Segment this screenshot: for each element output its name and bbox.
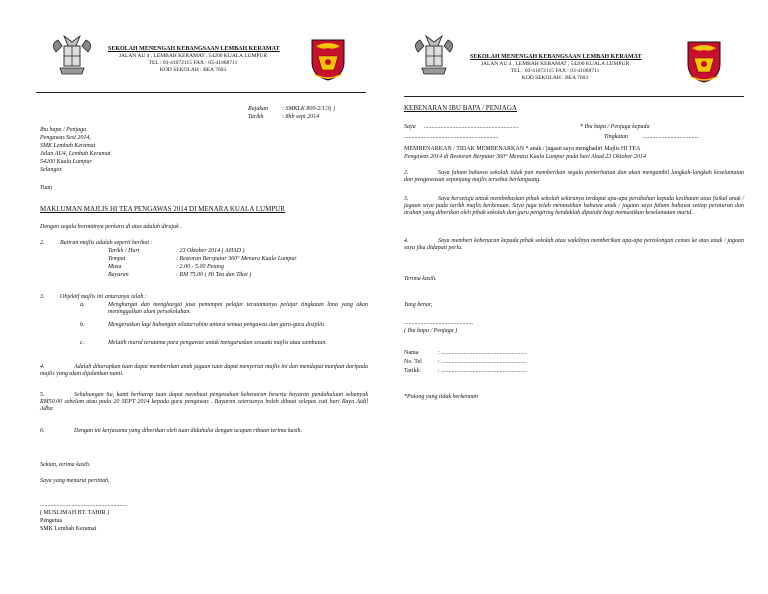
item-number: 4. bbox=[404, 238, 409, 244]
item-text: Saya bersetuju untuk membebaskan pihak sekolah sekiranya terdapat apa-apa perubahan kepada kesihatan atau fizikal anak / jagaan saya pada tarikh majlis berkenaan. Saya juga telah memastikan bahawa anak / jagaan saya faham bahawa setiap peraturan dan arahan yang diberikan oleh pihak sekolah dan guru pengiring hendaklah dipatuhi bagi memastikan keselamatan murid. bbox=[404, 196, 744, 216]
school-code: KOD SEKOLAH : BEA 7603 bbox=[159, 67, 227, 73]
header-divider bbox=[36, 92, 366, 93]
malaysia-coat-of-arms-icon bbox=[46, 34, 98, 76]
closing-phrase: Saya yang menurut perintah, bbox=[40, 478, 110, 484]
parent-signature-line: .............................................. bbox=[404, 320, 473, 326]
date-label: Tarikh bbox=[248, 114, 264, 120]
school-phone: TEL : 03-41072115 FAX : 03-41068711 bbox=[148, 60, 238, 66]
objective-letter: b. bbox=[80, 322, 85, 328]
detail-label: Tempat bbox=[108, 256, 126, 262]
school-crest-icon bbox=[308, 36, 348, 82]
form-blank: ...................................... bbox=[642, 134, 699, 140]
detail-value: : RM 75.00 ( Hi Tea dan Tiket ) bbox=[176, 272, 252, 278]
item-text: Saya faham bahawa sekolah tidak pun memberikan segala pemerhatian dan akan mengambil langkah-langkah keselamatan dan pengawasan sepanjang majlis tersebut berlangsung. bbox=[404, 170, 744, 183]
item-number: 2. bbox=[404, 170, 409, 176]
detail-value: : Restoran Bersputar 360° Menara Kuala Lumpur bbox=[176, 256, 297, 262]
school-code: KOD SEKOLAH : BEA 7603 bbox=[521, 75, 589, 81]
detail-label: Masa bbox=[108, 264, 122, 270]
school-crest-icon bbox=[684, 38, 724, 84]
detail-label: Tarikh / Hari bbox=[108, 248, 140, 254]
recipient-line: SMK Lembah Keramat bbox=[40, 143, 96, 149]
field-label-phone: No. Tel bbox=[404, 359, 422, 365]
objective-text: Menghargai dan menghargai jasa pemimpin pelajar terutamanya pelajar tingkatan lima yang akan meninggalkan alam persekolahan. bbox=[108, 302, 368, 315]
consent-line: MEMBENARKAN / TIDAK MEMBENARKAN * anak / jagaan saya menghadiri Majlis HI TEA bbox=[404, 146, 641, 152]
ref-value: : SMKLK 800-2/1/3( ) bbox=[282, 106, 336, 112]
para-number: 3. bbox=[40, 294, 45, 300]
malaysia-coat-of-arms-icon bbox=[408, 34, 460, 76]
closing-thanks: Sekian, terima kasih. bbox=[40, 462, 91, 468]
recipient-line: Ibu bapa / Penjaga bbox=[40, 127, 87, 133]
recipient-line: Jalan AU4, Lembah Keramat bbox=[40, 151, 111, 157]
para-number: 5. bbox=[40, 392, 45, 398]
detail-value: : 2.00 - 5.00 Petang bbox=[176, 264, 224, 270]
parent-signature-label: ( Ibu bapa / Penjaga ) bbox=[404, 328, 458, 334]
para-number: 6. bbox=[40, 428, 45, 434]
consent-slip-page bbox=[384, 0, 768, 594]
signer-name: ( MUSLIMAH BT. TAHIR ) bbox=[40, 510, 110, 516]
item-text: Saya memberi kebenaran kepada pihak sekolah atau wakilnya memberikan apa-apa pertolongan cemas ke atas anak / jagaan saya jika didapati perlu. bbox=[404, 238, 744, 251]
consent-line: Pengawas 2014 di Restoran Berputar 360° Menara Kuala Lumpur pada hari Ahad 23 Oktober 2014 bbox=[404, 154, 646, 160]
para-number: 4. bbox=[40, 364, 45, 370]
student-blank: ............................................................... bbox=[404, 134, 499, 140]
detail-label: Bayaran bbox=[108, 272, 129, 278]
para-4-text: Adalah diharapkan tuan dapat memberikan anak jagaan tuan dapat menyertai majlis ini dan mendapat manfaat daripada majlis yang akan dijalankan nanti. bbox=[40, 364, 368, 377]
slip-yours: Yang benar, bbox=[404, 302, 433, 308]
school-phone: TEL : 03-41072115 FAX : 03-41068711 bbox=[510, 68, 600, 74]
objective-letter: c. bbox=[80, 340, 85, 346]
para-number: 2. bbox=[40, 240, 45, 246]
signature-line: .......................................................... bbox=[40, 502, 127, 508]
slip-thanks: Terima kasih. bbox=[404, 276, 437, 282]
school-name: SEKOLAH MENENGAH KEBANGSAAN LEMBAH KERAMAT bbox=[108, 46, 280, 52]
objective-letter: a. bbox=[80, 302, 85, 308]
subject-line: MAKLUMAN MAJLIS HI TEA PENGAWAS 2014 DI MENARA KUALA LUMPUR bbox=[40, 205, 285, 213]
slip-title: KEBENARAN IBU BAPA / PENJAGA bbox=[404, 104, 517, 112]
school-header bbox=[108, 46, 278, 74]
school-address: JALAN AU 4 , LEMBAH KERAMAT , 54200 KUALA LUMPUR bbox=[118, 53, 268, 59]
objectives-intro: Objektif majlis ini antaranya ialah : bbox=[60, 294, 147, 300]
slip-line-label: Saya bbox=[404, 124, 416, 130]
recipient-line: Selangor. bbox=[40, 167, 63, 173]
opening-line: Dengan segala hormatnya perkara di atas adalah dirujuk . bbox=[40, 224, 182, 230]
ref-label: Rujukan bbox=[248, 106, 268, 112]
signer-school: SMK Lembah Keramat bbox=[40, 526, 97, 532]
header-divider bbox=[404, 96, 744, 97]
field-blank-date: : ......................................................... bbox=[438, 368, 527, 374]
details-intro: Butiran majlis adalah seperti berikut : bbox=[60, 240, 153, 246]
detail-value: : 23 Oktober 2014 ( AHAD ) bbox=[176, 248, 245, 254]
school-name: SEKOLAH MENENGAH KEBANGSAAN LEMBAH KERAMAT bbox=[470, 54, 642, 60]
para-5-text: Sehubungan itu, kami berharap tuan dapat membuat pengesahan kebenaran beserta bayaran pendahuluan sebanyak RM50.00 sebelum atau pada 20 SEPT 2014 kepada guru pengawas . Bayaran seterusnya boleh dibuat selepas cuti hari Raya Aidil Adha. bbox=[40, 392, 368, 412]
objective-text: Melatih murid terutama para pengawas untuk menguruskan sesuatu majlis atau sambutan. bbox=[108, 340, 327, 346]
slip-line-text: * Ibu bapa / Penjaga kepada bbox=[580, 124, 650, 130]
recipient-line: 54200 Kuala Lumpur bbox=[40, 159, 92, 165]
date-value: : 8hb sept 2014 bbox=[282, 114, 320, 120]
signer-title: Pengetua bbox=[40, 518, 62, 524]
school-header bbox=[470, 54, 640, 82]
field-label-name: Nama bbox=[404, 350, 419, 356]
recipient-line: Pengawas Sesi 2014, bbox=[40, 135, 91, 141]
para-6-text: Dengan ini kerjasama yang diberikan oleh tuan didahului dengan ucapan ribuan terima kasih. bbox=[74, 428, 303, 434]
strike-note: *Potong yang tidak berkenaan bbox=[404, 394, 478, 400]
name-blank: ............................................................... bbox=[424, 124, 519, 130]
form-label: Tingkatan bbox=[604, 134, 629, 140]
objective-text: Mengeratkan lagi hubungan silaturrahim antara semua pengawas dan guru-guru disiplin. bbox=[108, 322, 326, 328]
field-blank-name: : ......................................................... bbox=[438, 350, 527, 356]
item-number: 3. bbox=[404, 196, 409, 202]
field-label-date: Tarikh bbox=[404, 368, 420, 374]
field-blank-phone: : ......................................................... bbox=[438, 359, 527, 365]
school-address: JALAN AU 4 , LEMBAH KERAMAT , 54200 KUALA LUMPUR bbox=[480, 61, 630, 67]
salutation: Tuan bbox=[40, 185, 53, 191]
